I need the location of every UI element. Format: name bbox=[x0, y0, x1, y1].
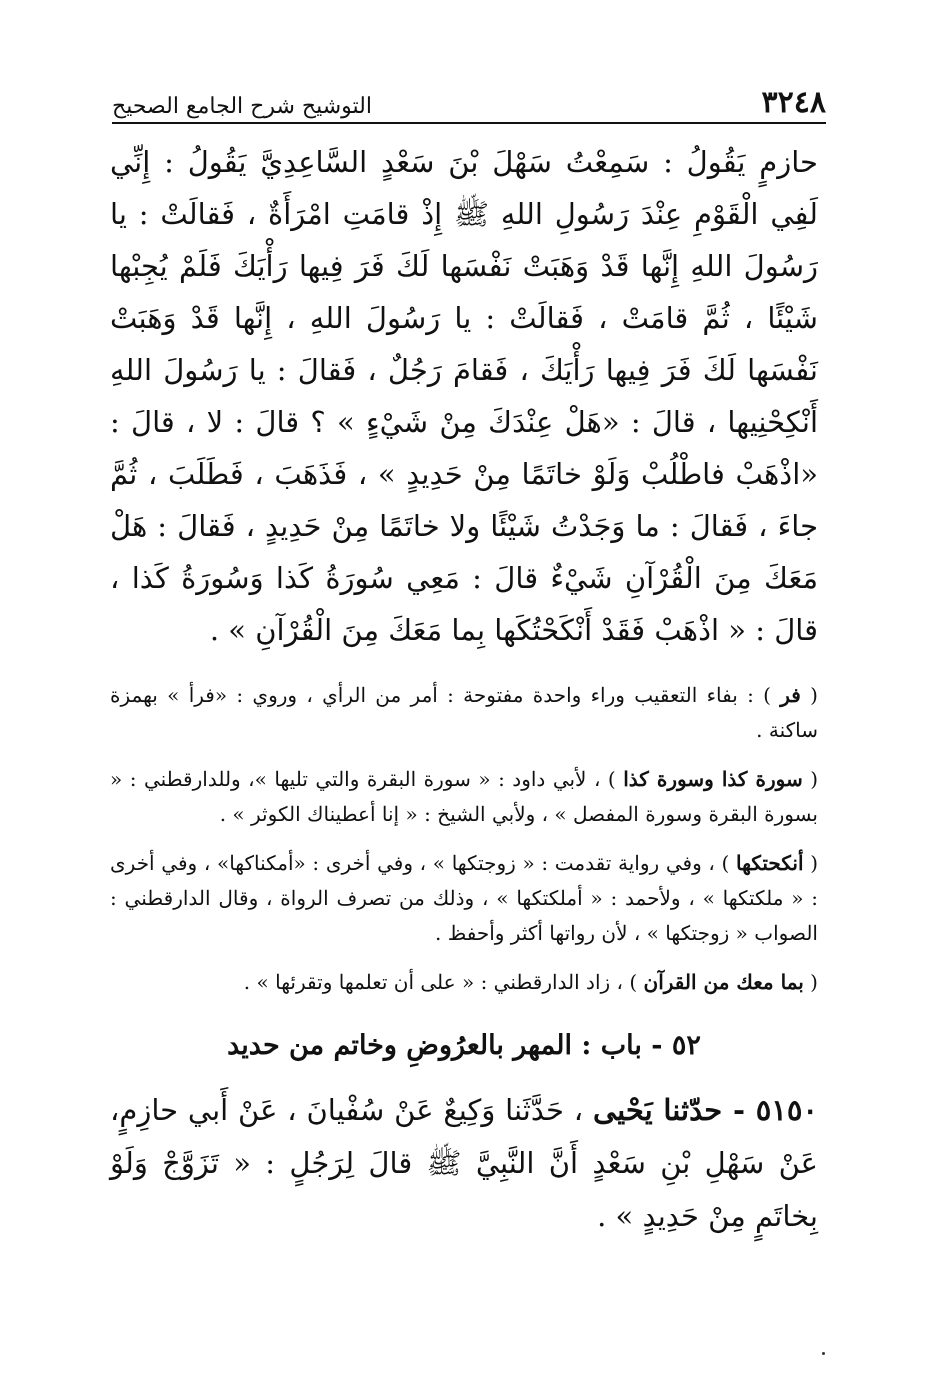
running-title: التوشيح شرح الجامع الصحيح bbox=[112, 94, 372, 119]
note-open-paren: ( bbox=[803, 851, 818, 875]
print-speck bbox=[822, 1352, 825, 1355]
note-open-paren: ( bbox=[800, 683, 818, 707]
note-text: ، زاد الدارقطني : « على أن تعلمها وتقرئها » . bbox=[243, 970, 630, 994]
header-rule bbox=[112, 122, 826, 124]
commentary bbox=[110, 678, 818, 1000]
hadith-text: حازمٍ يَقُولُ : سَمِعْتُ سَهْلَ بْنَ سَعْدٍ السَّاعِدِيَّ يَقُولُ : إِنِّي لَفِي الْقَوْمِ عِنْدَ رَسُولِ اللهِ ﷺ إِذْ قامَتِ امْرَأَةٌ ، فَقالَتْ : يا رَسُولَ اللهِ إِنَّها قَدْ وَهَبَتْ نَفْسَها لَكَ فَرَ فِيها رَأْيَكَ فَلَمْ يُجِبْها شَيْئًا ، ثُمَّ قامَتْ ، فَقالَتْ : يا رَسُولَ اللهِ ، إِنَّها قَدْ وَهَبَتْ نَفْسَها لَكَ فَرَ فِيها رَأْيَكَ ، فَقامَ رَجُلٌ ، فَقالَ : يا رَسُولَ اللهِ أَنْكِحْنِيها ، قالَ : «هَلْ عِنْدَكَ مِنْ شَيْءٍ » ؟ قالَ : لا ، قالَ : «اذْهَبْ فاطْلُبْ وَلَوْ خاتَمًا مِنْ حَدِيدٍ » ، فَذَهَبَ ، فَطَلَبَ ، ثُمَّ جاءَ ، فَقالَ : ما وَجَدْتُ شَيْئًا ولا خاتَمًا مِنْ حَدِيدٍ ، فَقالَ : هَلْ مَعَكَ مِنَ الْقُرْآنِ شَيْءٌ قالَ : مَعِي سُورَةُ كَذا وَسُورَةُ كَذا ، قالَ : « اذْهَبْ فَقَدْ أَنْكَحْتُكَها بِما مَعَكَ مِنَ الْقُرْآنِ » . bbox=[110, 145, 818, 647]
note-text: : بفاء التعقيب وراء واحدة مفتوحة : أمر من الرأي ، وروي : «فرأ » بهمزة ساكنة . bbox=[110, 683, 818, 742]
page-header bbox=[112, 78, 826, 118]
note-close-paren: ) bbox=[629, 970, 644, 994]
note-term: أنكحتكها bbox=[736, 851, 804, 875]
note-open-paren: ( bbox=[803, 970, 818, 994]
note-term: سورة كذا وسورة كذا bbox=[623, 767, 803, 791]
hadith-number: ٥١٥٠ - bbox=[722, 1093, 818, 1127]
note-close-paren: ) bbox=[607, 767, 624, 791]
note-close-paren: ) bbox=[763, 683, 781, 707]
hadith-5150 bbox=[110, 1084, 818, 1243]
note-text: ، لأبي داود : « سورة البقرة والتي تليها »، وللدارقطني : « بسورة البقرة وسورة المفصل » ، ولأبي الشيخ : « إنا أعطيناك الكوثر » . bbox=[110, 767, 818, 826]
commentary-note bbox=[110, 762, 818, 832]
page-number: ٣٢٤٨ bbox=[761, 85, 826, 120]
commentary-note bbox=[110, 846, 818, 951]
chapter-heading: ٥٢ - باب : المهر بالعرُوضِ وخاتم من حديد bbox=[227, 1030, 701, 1061]
page-body bbox=[110, 136, 818, 1243]
hadith-body: ، حَدَّثَنا وَكِيعٌ عَنْ سُفْيانَ ، عَنْ أَبي حازِمٍ، عَنْ سَهْلِ بْنِ سَعْدٍ أَنَّ النَّبِيَّ ﷺ قالَ لِرَجُلٍ : « تَزَوَّجْ وَلَوْ بِخاتَمٍ مِنْ حَدِيدٍ » . bbox=[110, 1093, 818, 1233]
note-open-paren: ( bbox=[802, 767, 819, 791]
commentary-note bbox=[110, 678, 818, 748]
commentary-note bbox=[110, 965, 818, 1000]
note-term: بما معك من القرآن bbox=[643, 970, 804, 994]
note-text: ، وفي رواية تقدمت : « زوجتكها » ، وفي أخرى : «أمكناكها» ، وفي أخرى : « ملكتكها » ، ولأحمد : « أملكتكها » ، وذلك من تصرف الرواة ، وقال الدارقطني : الصواب « زوجتكها » ، لأن رواتها أكثر وأحفظ . bbox=[110, 851, 818, 945]
note-close-paren: ) bbox=[721, 851, 737, 875]
hadith-opening: حدّثنا يَحْيى bbox=[593, 1093, 723, 1127]
note-term: فر bbox=[780, 683, 801, 707]
